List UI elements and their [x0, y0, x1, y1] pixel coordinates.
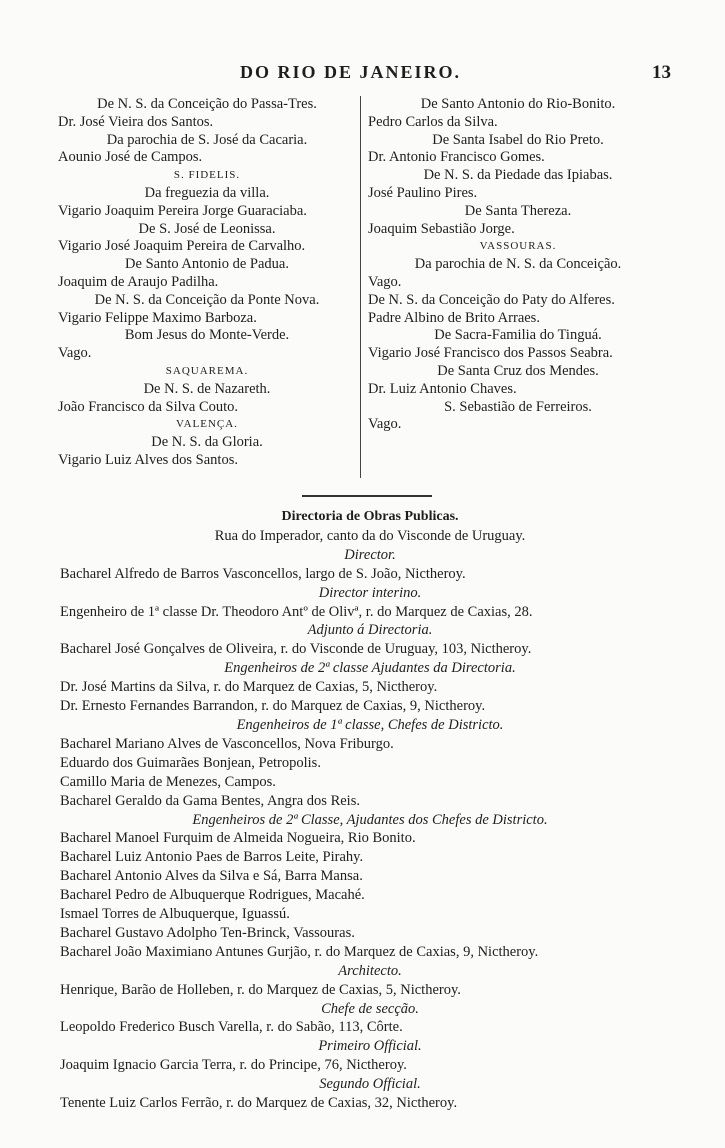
role-heading: Director interino. — [318, 584, 422, 601]
text-line: Dr. Luiz Antonio Chaves. — [368, 380, 517, 397]
text-line: Vigario Luiz Alves dos Santos. — [58, 451, 238, 468]
right-column — [368, 96, 668, 434]
text-line: De N. S. da Conceição do Paty do Alferes. — [368, 291, 615, 308]
text-line: Da parochia de N. S. da Conceição. — [414, 256, 622, 273]
role-heading: Architecto. — [338, 962, 402, 979]
directoria-section — [60, 508, 680, 1113]
page-number: 13 — [652, 62, 671, 83]
page-header — [0, 62, 725, 90]
text-line: Eduardo dos Guimarães Bonjean, Petropolis. — [60, 754, 321, 771]
text-line: De N. S. da Piedade das Ipiabas. — [423, 167, 613, 184]
role-heading: Primeiro Official. — [318, 1038, 422, 1055]
role-heading: Adjunto á Directoria. — [307, 622, 433, 639]
page-title: DO RIO DE JANEIRO. — [240, 62, 462, 82]
text-line: Aounio José de Campos. — [58, 149, 203, 166]
text-line: De S. José de Leonissa. — [138, 220, 276, 237]
text-line: Bacharel Pedro de Albuquerque Rodrigues, Macahé. — [60, 887, 365, 904]
text-line: Bacharel Mariano Alves de Vasconcellos, Nova Friburgo. — [60, 735, 394, 752]
role-heading: Chefe de secção. — [321, 1000, 419, 1017]
text-line: Bacharel Alfredo de Barros Vasconcellos, largo de S. João, Nictheroy. — [60, 565, 466, 582]
role-heading: Segundo Official. — [319, 1076, 421, 1093]
text-line: Dr. José Martins da Silva, r. do Marquez de Caxias, 5, Nictheroy. — [60, 679, 438, 696]
text-line: De N. S. de Nazareth. — [143, 380, 271, 397]
text-line: Vago. — [368, 273, 402, 290]
text-line: De Sacra-Familia do Tinguá. — [434, 327, 602, 344]
text-line: Camillo Maria de Menezes, Campos. — [60, 773, 276, 790]
text-line: De Santo Antonio de Padua. — [125, 256, 289, 273]
section-heading: VASSOURAS. — [479, 240, 557, 253]
section-heading: VALENÇA. — [176, 418, 238, 431]
text-line: Padre Albino de Brito Arraes. — [368, 309, 540, 326]
text-line: Ismael Torres de Albuquerque, Iguassú. — [60, 906, 290, 923]
text-line: Dr. Ernesto Fernandes Barrandon, r. do Marquez de Caxias, 9, Nictheroy. — [60, 698, 486, 715]
text-line: João Francisco da Silva Couto. — [58, 398, 239, 415]
text-line: Bacharel Antonio Alves da Silva e Sá, Barra Mansa. — [60, 868, 363, 885]
role-heading: Director. — [344, 546, 396, 563]
text-line: De N. S. da Conceição do Passa-Tres. — [97, 96, 317, 112]
text-line: Da parochia de S. José da Cacaria. — [106, 131, 308, 148]
text-line: Henrique, Barão de Holleben, r. do Marquez de Caxias, 5, Nictheroy. — [60, 981, 461, 998]
text-line: Pedro Carlos da Silva. — [368, 113, 498, 130]
text-line: Vago. — [58, 345, 92, 362]
text-line: José Paulino Pires. — [368, 184, 478, 201]
text-line: De Santa Cruz dos Mendes. — [437, 362, 599, 379]
role-heading: Engenheiros de 1ª classe, Chefes de Districto. — [236, 716, 504, 733]
text-line: Vigario José Joaquim Pereira de Carvalho. — [58, 238, 306, 255]
text-line: Da freguezia da villa. — [144, 184, 270, 201]
text-line: De Santa Thereza. — [464, 202, 572, 219]
text-line: Joaquim Ignacio Garcia Terra, r. do Principe, 76, Nictheroy. — [60, 1057, 407, 1074]
text-line: Vigario Joaquim Pereira Jorge Guaraciaba. — [58, 202, 307, 219]
text-line: Joaquim de Araujo Padilha. — [58, 273, 219, 290]
text-line: Vago. — [368, 416, 402, 433]
left-column — [58, 96, 356, 470]
text-line: Vigario José Francisco dos Passos Seabra. — [368, 345, 613, 362]
text-line: Bom Jesus do Monte-Verde. — [124, 327, 290, 344]
text-line: Bacharel Gustavo Adolpho Ten-Brinck, Vassouras. — [60, 924, 355, 941]
text-line: De N. S. da Conceição da Ponte Nova. — [94, 291, 320, 308]
text-line: Bacharel Luiz Antonio Paes de Barros Leite, Pirahy. — [60, 849, 364, 866]
text-line: Leopoldo Frederico Busch Varella, r. do Sabão, 113, Côrte. — [60, 1019, 403, 1036]
section-heading: S. FIDELIS. — [173, 169, 241, 182]
text-line: Joaquim Sebastião Jorge. — [368, 220, 515, 237]
text-line: S. Sebastião de Ferreiros. — [444, 398, 592, 415]
text-line: Vigario Felippe Maximo Barboza. — [58, 309, 257, 326]
text-line: Bacharel João Maximiano Antunes Gurjão, r. do Marquez de Caxias, 9, Nictheroy. — [60, 943, 539, 960]
text-line: Dr. José Vieira dos Santos. — [58, 113, 214, 130]
role-heading: Engenheiros de 2ª classe Ajudantes da Directoria. — [224, 660, 516, 677]
text-line: Bacharel José Gonçalves de Oliveira, r. do Visconde de Uruguay, 103, Nictheroy. — [60, 641, 532, 658]
main-heading: Directoria de Obras Publicas. — [281, 509, 459, 524]
text-line: De Santa Isabel do Rio Preto. — [432, 131, 604, 148]
text-line: Tenente Luiz Carlos Ferrão, r. do Marquez de Caxias, 32, Nictheroy. — [60, 1095, 458, 1112]
section-heading: SAQUAREMA. — [165, 364, 249, 377]
role-heading: Engenheiros de 2ª Classe, Ajudantes dos Chefes de Districto. — [192, 811, 548, 828]
text-line: Bacharel Geraldo da Gama Bentes, Angra dos Reis. — [60, 792, 360, 809]
section-rule — [302, 495, 432, 497]
text-line: Bacharel Manoel Furquim de Almeida Nogueira, Rio Bonito. — [60, 830, 416, 847]
text-line: De N. S. da Gloria. — [151, 434, 263, 451]
text-line: De Santo Antonio do Rio-Bonito. — [420, 96, 616, 112]
text-line: Engenheiro de 1ª classe Dr. Theodoro Antº de Olivª, r. do Marquez de Caxias, 28. — [60, 603, 533, 620]
text-line: Dr. Antonio Francisco Gomes. — [368, 149, 545, 166]
column-divider — [360, 96, 361, 478]
text-line: Rua do Imperador, canto da do Visconde de Uruguay. — [214, 527, 526, 544]
